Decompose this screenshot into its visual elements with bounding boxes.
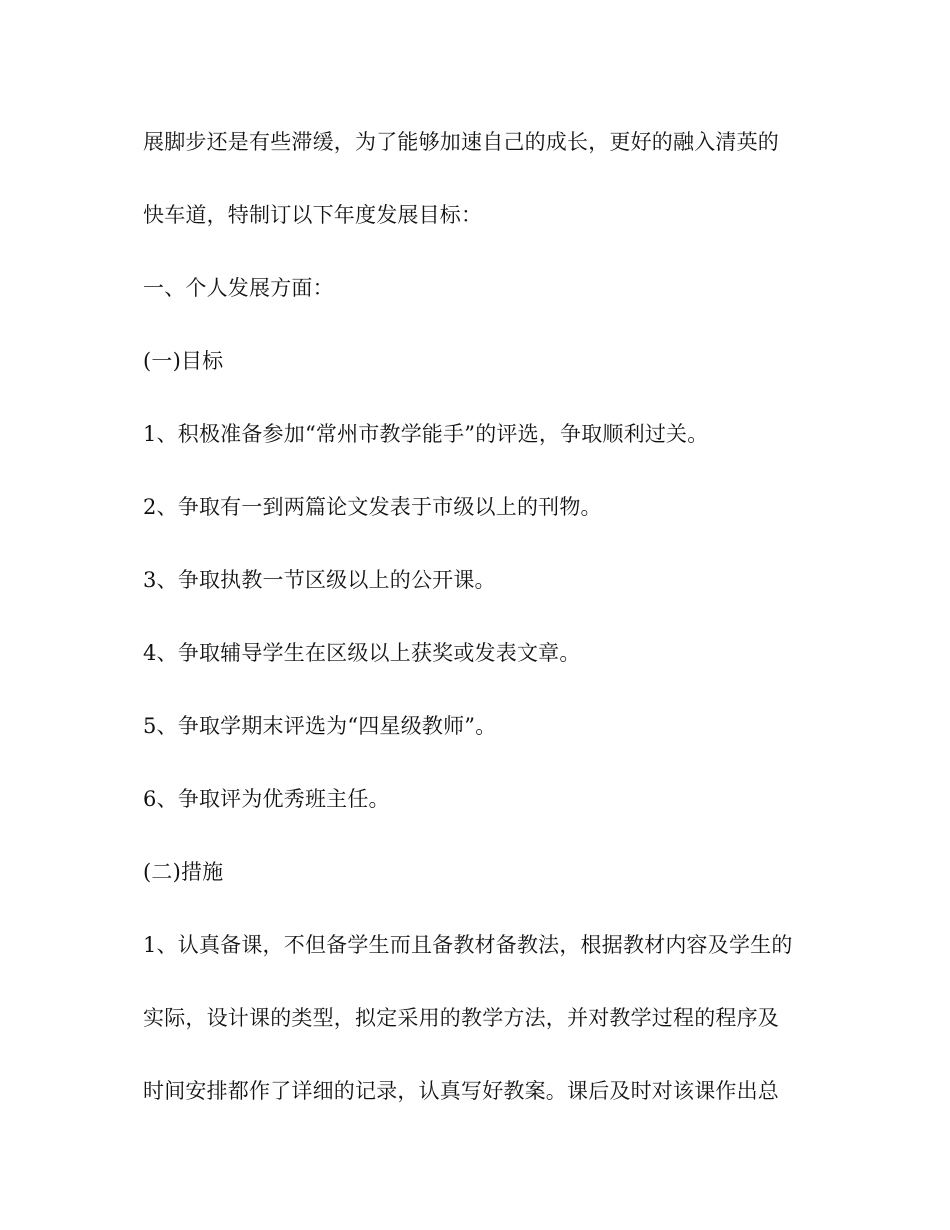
- section-heading: 一、个人发展方面：: [143, 276, 334, 300]
- goal-item: 5、争取学期末评选为“四星级教师”。: [143, 714, 497, 738]
- subsection-heading-goals: (一)目标: [143, 349, 224, 373]
- goal-item: 2、争取有一到两篇论文发表于市级以上的刊物。: [143, 495, 602, 519]
- measure-paragraph-line: 时间安排都作了详细的记录，认真写好教案。课后及时对该课作出总: [143, 1079, 779, 1103]
- subsection-heading-measures: (二)措施: [143, 860, 224, 884]
- document-body: [143, 127, 823, 1149]
- goal-item: 1、积极准备参加“常州市教学能手”的评选，争取顺利过关。: [143, 422, 709, 446]
- goal-item: 6、争取评为优秀班主任。: [143, 787, 390, 811]
- paragraph-line: 展脚步还是有些滞缓，为了能够加速自己的成长，更好的融入清英的: [143, 130, 779, 154]
- measure-paragraph-line: 实际，设计课的类型，拟定采用的教学方法，并对教学过程的程序及: [143, 1006, 779, 1030]
- paragraph-line: 快车道，特制订以下年度发展目标：: [143, 203, 483, 227]
- goal-item: 4、争取辅导学生在区级以上获奖或发表文章。: [143, 641, 581, 665]
- goal-item: 3、争取执教一节区级以上的公开课。: [143, 568, 496, 592]
- measure-paragraph-line: 1、认真备课，不但备学生而且备教材备教法，根据教材内容及学生的: [143, 933, 793, 957]
